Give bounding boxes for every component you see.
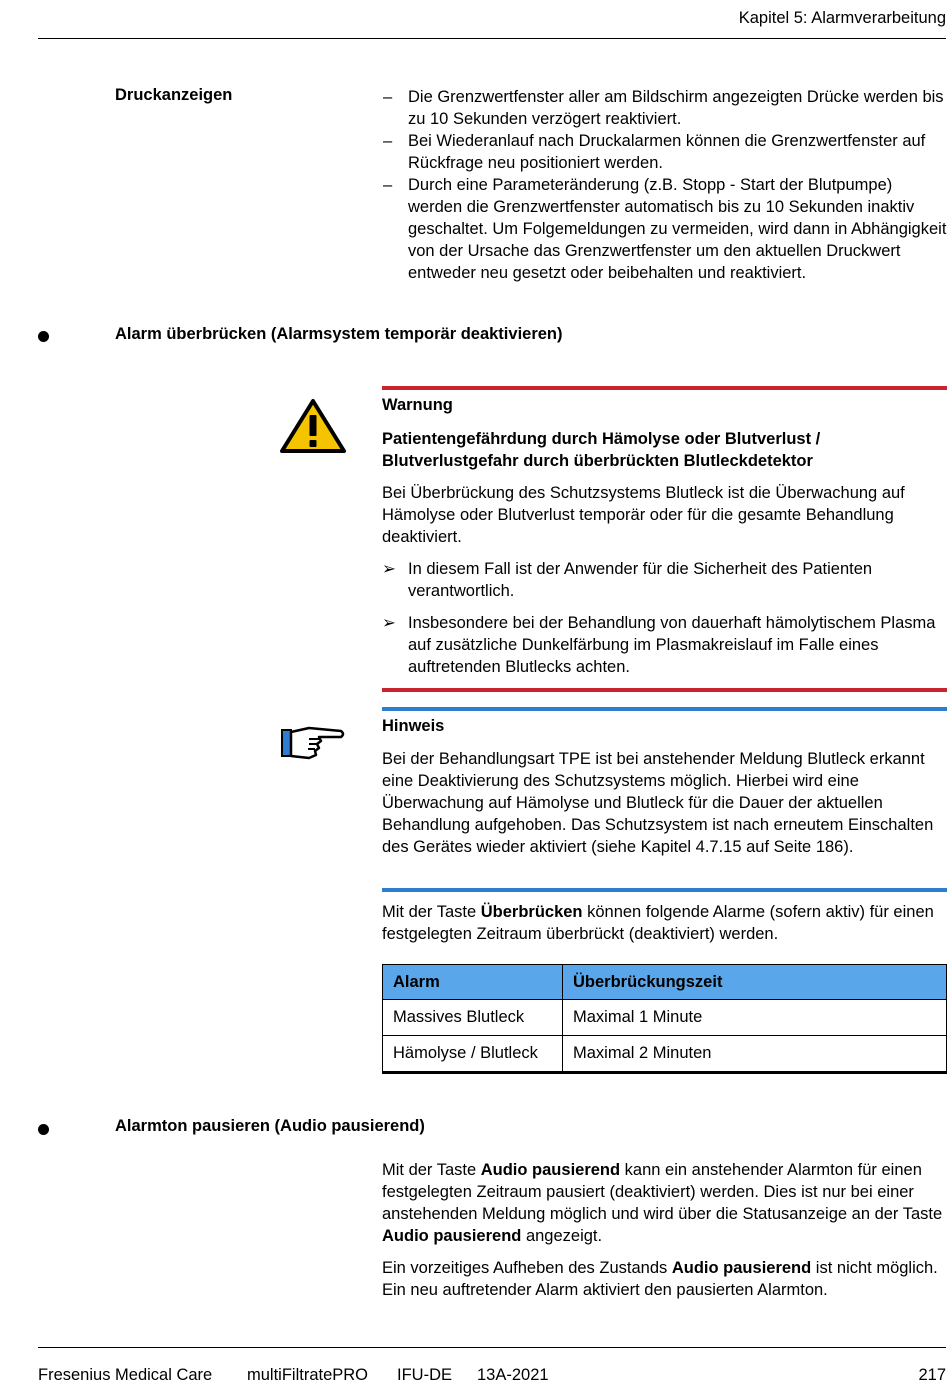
druck-label: Druckanzeigen (115, 86, 233, 104)
section-bullet (38, 331, 49, 342)
table-cell: Hämolyse / Blutleck (383, 1036, 563, 1073)
section-title-alarm-bridge: Alarm überbrücken (Alarmsystem temporär deaktivieren) (115, 325, 563, 343)
list-item: – Durch eine Parameteränderung (z.B. Stopp - Start der Blutpumpe) werden die Grenzwertfenster automatisch bis zu 10 Sekunden inaktiv geschaltet. Um Folgemeldungen zu vermeiden, wird dann in Abhängigkeit von der Ursache das Grenzwertfenster um den aktuellen Druckwert entweder neu gesetzt oder beibehalten und reaktiviert. (383, 176, 947, 282)
pointing-hand-icon (279, 722, 347, 769)
table-header-cell: Alarm (383, 965, 563, 1000)
table-header-row (383, 965, 947, 1000)
list-item: – Die Grenzwertfenster aller am Bildschirm angezeigten Drücke werden bis zu 10 Sekunden verzögert reaktiviert. (383, 88, 944, 128)
footer-rule (38, 1347, 946, 1348)
footer-company: Fresenius Medical Care (38, 1366, 213, 1384)
note-body: Bei der Behandlungsart TPE ist bei anstehender Meldung Blutleck erkannt eine Deaktivierung des Schutzsystems möglich. Hierbei wird eine Überwachung auf Hämolyse und Blutleck für die Dauer der aktuellen Behandlung aufgehoben. Das Schutzsystem ist nach erneutem Einschalten des Gerätes wieder aktiviert (siehe Kapitel 4.7.15 auf Seite 186). (382, 750, 934, 856)
table-row (383, 1000, 947, 1036)
note-bottom-bar (382, 888, 947, 892)
druck-list (383, 86, 948, 284)
audio-paragraph-1: Mit der Taste Audio pausierend kann ein anstehender Alarmton für einen festgelegten Zeitraum pausiert (deaktiviert) werden. Dies ist nur bei einer anstehenden Meldung möglich und wird über die Statusanzeige an der Taste Audio pausierend angezeigt. (382, 1161, 943, 1245)
warning-triangle-icon (279, 398, 347, 459)
bridge-paragraph: Mit der Taste Überbrücken können folgende Alarme (sofern aktiv) für einen festgelegten Zeitraum überbrückt (deaktiviert) werden. (382, 903, 934, 943)
table-cell: Maximal 1 Minute (563, 1000, 947, 1036)
note-top-bar (382, 707, 947, 711)
warning-title: Patientengefährdung durch Hämolyse oder Blutverlust / Blutverlustgefahr durch überbrückten Blutleckdetektor (382, 430, 821, 470)
key-ueberbruecken: Überbrücken (480, 903, 583, 921)
list-item: ➢ Insbesondere bei der Behandlung von dauerhaft hämolytischem Plasma auf zusätzliche Dunkelfärbung im Plasmakreislauf im Falle eines auftretenden Blutlecks achten. (382, 614, 936, 676)
header-rule (38, 38, 946, 39)
table-header-cell: Überbrückungszeit (563, 965, 947, 1000)
table-row (383, 1036, 947, 1073)
section-title-audio-pause: Alarmton pausieren (Audio pausierend) (115, 1117, 425, 1135)
page-header: Kapitel 5: Alarmverarbeitung (738, 9, 946, 27)
list-item: – Bei Wiederanlauf nach Druckalarmen können die Grenzwertfenster auf Rückfrage neu positioniert werden. (383, 132, 926, 172)
list-item: ➢ In diesem Fall ist der Anwender für die Sicherheit des Patienten verantwortlich. (382, 560, 873, 600)
warning-top-bar (382, 386, 947, 390)
warning-body: Bei Überbrückung des Schutzsystems Blutleck ist die Überwachung auf Hämolyse oder Blutverlust temporär oder für die gesamte Behandlung deaktiviert. (382, 484, 905, 546)
audio-paragraph-2: Ein vorzeitiges Aufheben des Zustands Audio pausierend ist nicht möglich. Ein neu auftretender Alarm aktiviert den pausierten Alarmton. (382, 1259, 938, 1299)
footer-doc: IFU-DE (397, 1366, 452, 1384)
warning-bottom-bar (382, 688, 947, 692)
alarm-table (382, 964, 947, 1074)
footer-version: 13A-2021 (477, 1366, 549, 1384)
footer-product: multiFiltratePRO (247, 1366, 369, 1384)
warning-heading: Warnung (382, 396, 453, 414)
note-heading: Hinweis (382, 717, 445, 735)
warning-list (382, 558, 948, 688)
page-number: 217 (918, 1366, 946, 1384)
table-cell: Massives Blutleck (383, 1000, 563, 1036)
section-bullet (38, 1124, 49, 1135)
table-cell: Maximal 2 Minuten (563, 1036, 947, 1073)
